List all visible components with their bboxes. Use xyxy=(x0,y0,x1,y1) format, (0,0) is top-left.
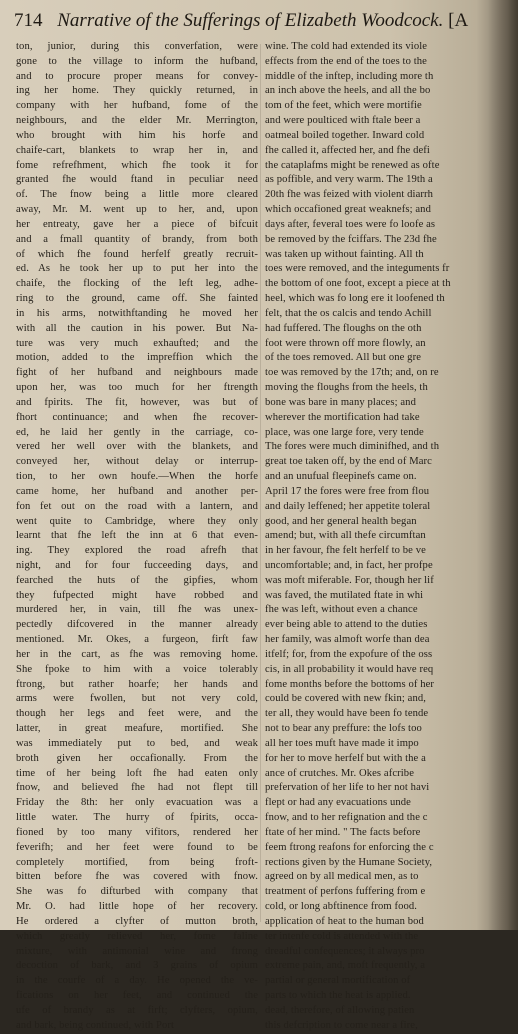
text-line: motion, added to the impreffion which the xyxy=(16,352,258,364)
text-line: fhe was left, without even a chance xyxy=(265,604,418,616)
text-line: She fpoke to him with a voice tolerably xyxy=(16,663,258,675)
text-line: went quite to Cambridge, where they only xyxy=(16,515,258,527)
text-line: flept or had any evacuations unde xyxy=(265,797,411,809)
text-line: was immediately put to bed, and weak xyxy=(16,737,258,749)
text-line: middle of the inftep, including more th xyxy=(265,70,434,82)
text-line: tion, to her own houfe.—When the horfe xyxy=(16,471,258,483)
text-line: foot were thrown off more flowly, an xyxy=(265,337,426,349)
text-line: ring to the ground, came off. She fainted xyxy=(16,293,258,305)
text-line: in the courfe of a day. He opened the ve- xyxy=(16,975,258,987)
text-line: be removed by the fciffars. The 23d fhe xyxy=(265,233,437,245)
text-line: ance of crutches. Mr. Okes afcribe xyxy=(265,767,414,779)
text-line: moving the floughs from the heels, th xyxy=(265,382,428,394)
text-line: dreadful confequences; it always pro xyxy=(265,945,425,957)
text-line: for her to move herfelf but with the a xyxy=(265,752,426,764)
text-line: agreed on by all medical men, as to xyxy=(265,871,419,883)
text-line: came home, her hufband and another per- xyxy=(16,485,258,497)
text-line: The fores were much diminifhed, and th xyxy=(265,441,440,453)
text-line: and a fmall quantity of brandy, from both xyxy=(16,233,258,245)
text-line: neighbours, and the elder Mr. Merrington, xyxy=(16,115,258,127)
text-line: fearched the huts of the gipfies, whom xyxy=(16,574,258,586)
text-line: company with her hufband, fome of the xyxy=(16,100,258,112)
text-line: chaife-cart, blankets to wrap her in, and xyxy=(16,144,258,156)
text-line: and an unufual fleepinefs came on. xyxy=(265,471,417,483)
text-line: treatment of perfons fuffering from e xyxy=(265,886,426,898)
text-line: her family, was almoft worfe than dea xyxy=(265,634,430,646)
text-line: of which fhe found herfelf greatly recruit- xyxy=(16,248,258,260)
text-line: with all the caution in his power. But Na- xyxy=(16,322,258,334)
text-line: this defcription to come near a fire, xyxy=(265,1019,418,1031)
text-line: could be covered with new fkin; and, xyxy=(265,693,426,705)
text-line: of the toes removed. All but one gre xyxy=(265,352,421,364)
text-line: conveyed her, without delay or interrup- xyxy=(16,456,258,468)
text-line: partial or general mortification of xyxy=(265,975,411,987)
text-line: vered her well over with the blankets, and xyxy=(16,441,258,453)
text-line: oatmeal boiled together. Inward cold xyxy=(265,129,425,141)
text-line: fnow, and to her refignation and the c xyxy=(265,812,428,824)
text-line: dead, therefore, of allowing patien xyxy=(265,1004,415,1016)
text-line: an inch above the heels, and all the bo xyxy=(265,85,431,97)
text-line: application of heat to the human bod xyxy=(265,915,424,927)
page-header xyxy=(14,6,514,36)
text-line: fon fet out on the road with a lantern, and xyxy=(16,500,258,512)
text-line: Mr. O. had little hope of her recovery. xyxy=(16,901,258,913)
text-line: was moft miferable. For, though her lif xyxy=(265,574,434,586)
text-line: April 17 the fores were free from flou xyxy=(265,485,430,497)
right-text-column xyxy=(265,40,513,1033)
column-gutter xyxy=(260,44,261,922)
text-line: chaife, the flocking of the left leg, adhe- xyxy=(16,278,258,290)
text-line: ing. They explored the road afrefh that xyxy=(16,545,258,557)
text-line: in her favour, fhe felt herfelf to be ve xyxy=(265,545,426,557)
text-line: days after, feveral toes were fo loofe as xyxy=(265,218,436,230)
text-line: the bottom of one foot, except a piece at th xyxy=(265,278,451,290)
text-line: itfelf; for, from the expofure of the oss xyxy=(265,648,433,660)
text-line: all her toes muft have made it impo xyxy=(265,737,419,749)
text-line: Friday the 8th: her only evacuation was a xyxy=(16,797,258,809)
text-line: learnt that fhe left the inn at 6 that even- xyxy=(16,530,258,542)
text-line: feem ftrong reafons for enforcing the c xyxy=(265,841,434,853)
text-line: pectedly difcovered in the manner already xyxy=(16,619,258,631)
text-line: arms were fwollen, but not very cold, xyxy=(16,693,258,705)
text-line: and were poulticed with ftale beer a xyxy=(265,115,421,127)
text-line: bone was bare in many places; and xyxy=(265,396,416,408)
text-line: toe was removed by the 17th; and, on re xyxy=(265,367,439,379)
text-line: She was fo difturbed with company that xyxy=(16,886,258,898)
text-line: granted fhe would ftand in peculiar need xyxy=(16,174,258,186)
text-line: great toe taken off, by the end of Marc xyxy=(265,456,432,468)
text-line: fnow, and believed fhe had not flept till xyxy=(16,782,258,794)
text-line: 20th fhe was feized with violent diarrh xyxy=(265,189,434,201)
text-line: they fufpected might have robbed and xyxy=(16,589,258,601)
text-line: good, and her general health began xyxy=(265,515,417,527)
text-line: feverifh; and her feet were found to be xyxy=(16,841,258,853)
text-line: rections given by the Humane Society, xyxy=(265,856,433,868)
text-line: completely mortified, from being froft- xyxy=(16,856,258,868)
text-line: uncomfortable; and, in fact, her profpe xyxy=(265,559,433,571)
text-line: little water. The hurry of fpirits, occa- xyxy=(16,812,258,824)
text-line: effects from the end of the toes to the xyxy=(265,55,427,67)
text-line: ftate of her mind. " The facts before xyxy=(265,826,421,838)
text-line: ufe of brandy as at firft; clyfters, opium, xyxy=(16,1004,258,1016)
text-line: as poffible, and very warm. The 19th a xyxy=(265,174,433,186)
header-bracket: [A xyxy=(448,10,469,31)
text-line: cis, in all probability it would have req xyxy=(265,663,434,675)
text-line: ter all, they would have been fo tende xyxy=(265,708,429,720)
text-line: which greatly relieved her, fome faline xyxy=(16,930,258,942)
running-title: Narrative of the Sufferings of Elizabeth Woodcock. xyxy=(57,10,444,31)
text-line: He ordered a clyfter of mutton broth, xyxy=(16,915,258,927)
text-line: of. The fnow being a little more cleared xyxy=(16,189,258,201)
text-line: ed. As he took her up to put her into the xyxy=(16,263,258,275)
text-line: decoction of bark, and 3 grains of opium xyxy=(16,960,258,972)
text-line: latter, in great meafure, mortified. She xyxy=(16,723,258,735)
text-line: night, and for four fucceeding days, and xyxy=(16,559,258,571)
text-line: ton, junior, during this converfation, were xyxy=(16,41,258,52)
text-line: though her legs and feet were, and the xyxy=(16,708,258,720)
text-line: fome refrefhment, which fhe took it for xyxy=(16,159,258,171)
text-line: which occafioned great weaknefs; and xyxy=(265,204,431,216)
text-line: amend; but, with all thefe circumftan xyxy=(265,530,426,542)
text-line: ter intenfe cold is attended with the xyxy=(265,930,419,942)
text-line: her in the cart, as fhe was removing home. xyxy=(16,648,258,660)
text-line: fioned by too many vifitors, rendered her xyxy=(16,826,258,838)
text-line: and daily leffened; her appetite toleral xyxy=(265,500,431,512)
text-line: mentioned. Mr. Okes, a furgeon, firft faw xyxy=(16,634,258,646)
text-line: the cataplafms might be renewed as ofte xyxy=(265,159,440,171)
text-line: and bark, being continued, with Port xyxy=(16,1019,175,1031)
text-line: wine. The cold had extended its viole xyxy=(265,41,428,52)
text-line: away, Mr. M. went up to her, and, upon xyxy=(16,204,258,216)
text-line: time of her being loft fhe had eaten only xyxy=(16,767,258,779)
text-line: extreme pain, and, moft frequently, a xyxy=(265,960,426,972)
text-line: fome months before the bottoms of her xyxy=(265,678,435,690)
text-line: ed, he laid her gently in the carriage, co- xyxy=(16,426,258,438)
text-line: toes were removed, and the integuments fr xyxy=(265,263,450,275)
text-line: was taken up without fainting. All th xyxy=(265,248,424,260)
text-line: in his arms, notwithftanding he moved her xyxy=(16,307,258,319)
left-text-column xyxy=(16,40,258,1033)
text-line: felt, that the os calcis and tendo Achill xyxy=(265,307,432,319)
text-line: prefervation of her life to her not havi xyxy=(265,782,430,794)
text-line: gone to the village to inform the hufband, xyxy=(16,55,258,67)
text-line: place, was one large fore, very tende xyxy=(265,426,424,438)
text-line: murdered her, in vain, till fhe was unex- xyxy=(16,604,258,616)
text-line: and to procure proper means for convey- xyxy=(16,70,258,82)
text-line: not to bear any preffure: the lofs too xyxy=(265,723,422,735)
text-line: fight of her hufband and neighbours made xyxy=(16,367,258,379)
page-number: 714 xyxy=(14,10,43,31)
text-line: tom of the feet, which were mortifie xyxy=(265,100,422,112)
text-line: ture was very much exhaufted; and the xyxy=(16,337,258,349)
text-line: ftrong, but rather hoarfe; her hands and xyxy=(16,678,258,690)
text-line: fications on her feet, and continued the xyxy=(16,990,258,1001)
text-line: fhe called it, affected her, and fhe defi xyxy=(265,144,430,156)
text-line: cold, or long abftinence from food. xyxy=(265,901,418,913)
text-line: who brought with him his horfe and xyxy=(16,129,258,141)
text-line: ing her home. They quickly returned, in xyxy=(16,85,258,97)
text-line: wherever the mortification had take xyxy=(265,411,420,423)
text-line: parts to which the heat is applied. xyxy=(265,990,411,1001)
text-line: and fpirits. The fit, however, was but of xyxy=(16,396,258,408)
text-line: had fuffered. The floughs on the oth xyxy=(265,322,422,334)
text-line: broth given her occafionally. From the xyxy=(16,752,258,764)
text-line: her entreaty, gave her a piece of bifcuit xyxy=(16,218,258,230)
text-line: mixture, with antimonial wine and ftrong xyxy=(16,945,258,957)
text-line: fhort continuance; and when fhe recover- xyxy=(16,411,258,423)
text-line: upon her, was too much for her ftrength xyxy=(16,382,258,394)
text-line: heel, which was fo long ere it loofened th xyxy=(265,293,445,305)
text-line: bitten before fhe was covered with fnow. xyxy=(16,871,258,883)
text-line: ever being able to attend to the duties xyxy=(265,619,428,631)
text-line: was faved, the mutilated ftate in whi xyxy=(265,589,424,601)
